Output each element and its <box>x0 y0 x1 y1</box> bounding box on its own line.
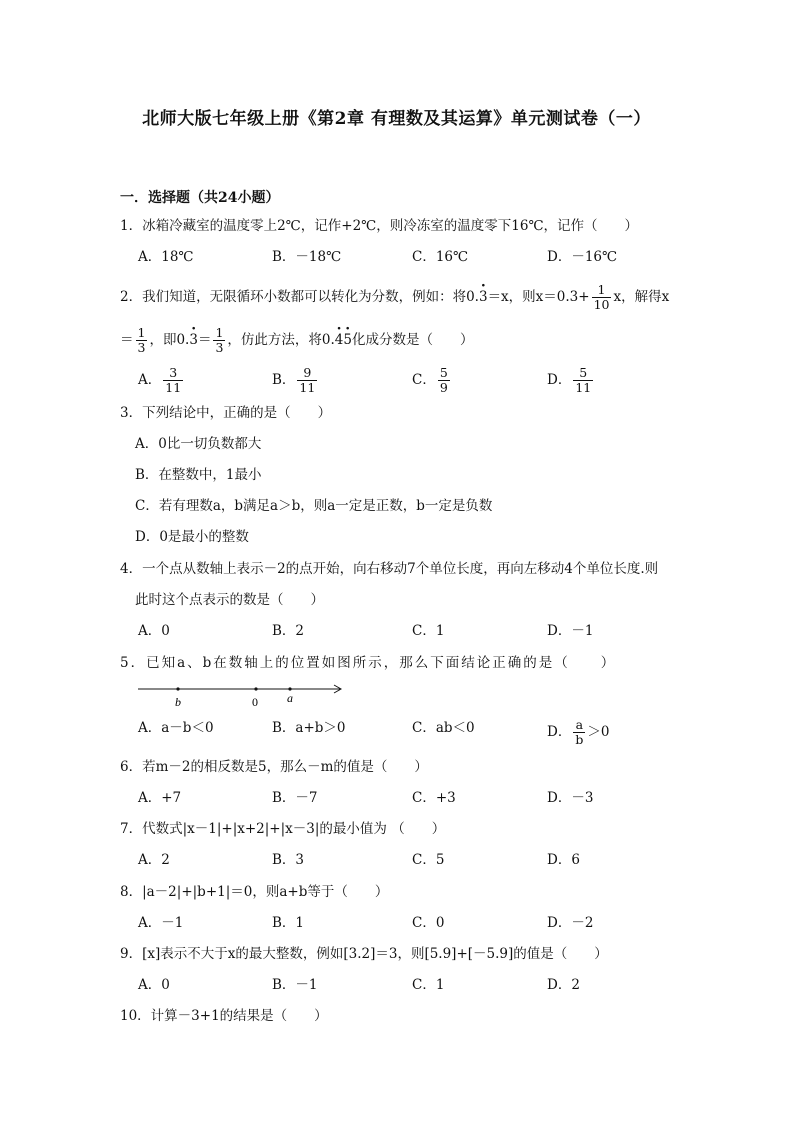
q8-option-b: B．1 <box>272 915 305 931</box>
question-5-stem: 5．已知a、b在数轴上的位置如图所示，那么下面结论正确的是（ ） <box>120 655 617 671</box>
q7-option-d: D．6 <box>547 852 580 868</box>
q5-option-d: D． $\frac{a}{b}$ ＞0 <box>547 717 610 747</box>
page-title: 北师大版七年级上册《第2章 有理数及其运算》单元测试卷（一） <box>142 109 651 129</box>
q6-option-b: B．－7 <box>272 790 318 806</box>
q2-text: 化成分数是（ ） <box>351 332 474 348</box>
q3-option-d: D．0是最小的整数 <box>135 529 249 545</box>
point-0-marker <box>254 687 257 690</box>
q5-option-a: A．a－b＜0 <box>138 720 214 736</box>
axis-label-0: 0 <box>252 695 258 709</box>
q1-option-c: C．16℃ <box>412 249 469 265</box>
axis-label-a: a <box>287 691 293 705</box>
q2-text: ，仿此方法，将0. <box>227 332 335 348</box>
q4-option-c: C．1 <box>412 623 445 639</box>
q6-option-c: C．+3 <box>412 790 456 806</box>
q2-text: ＝ <box>197 332 212 348</box>
q3-option-b: B．在整数中，1最小 <box>135 467 262 483</box>
q2-option-c: C． $\frac{5}{9}$ <box>412 365 448 395</box>
question-2-line-2 <box>120 326 473 355</box>
q2-text: ＝x，则x＝0.3+ <box>487 289 590 305</box>
q3-option-c: C．若有理数a，b满足a＞b，则a一定是正数，b一定是负数 <box>135 498 493 514</box>
q1-option-b: B．－18℃ <box>272 249 342 265</box>
q5-option-b: B．a+b＞0 <box>272 720 346 736</box>
q2-text: 2．我们知道，无限循环小数都可以转化为分数，例如：将0. <box>120 289 479 305</box>
fraction: $\frac{1}{3}$ <box>137 325 146 355</box>
repeating-digit: · 3 <box>479 287 488 307</box>
repeating-digit: · 3 <box>189 330 198 350</box>
q4-option-b: B．2 <box>272 623 305 639</box>
q7-option-c: C．5 <box>412 852 445 868</box>
q4-option-a: A．0 <box>138 623 170 639</box>
question-3-stem: 3．下列结论中，正确的是（ ） <box>120 405 332 421</box>
section-heading: 一．选择题（共24小题） <box>120 190 280 206</box>
q6-option-a: A．+7 <box>138 790 182 806</box>
q5-option-c: C．ab＜0 <box>412 720 475 736</box>
question-1-stem: 1．冰箱冷藏室的温度零上2℃，记作+2℃，则冷冻室的温度零下16℃，记作（ ） <box>120 218 639 234</box>
repeating-digit: · 4 <box>335 330 344 350</box>
question-7-stem: 7．代数式|x－1|+|x+2|+|x－3|的最小值为 （ ） <box>120 821 446 837</box>
q9-option-a: A．0 <box>138 977 170 993</box>
q4-option-d: D．－1 <box>547 623 594 639</box>
q8-option-a: A．－1 <box>138 915 184 931</box>
q1-option-a: A．18℃ <box>138 249 194 265</box>
q3-option-a: A．0比一切负数都大 <box>135 436 262 452</box>
question-9-stem: 9．[x]表示不大于x的最大整数，例如[3.2]＝3，则[5.9]+[－5.9]的值是（ ） <box>120 946 608 962</box>
q9-option-d: D．2 <box>547 977 580 993</box>
fraction: $\frac{1}{10}$ <box>593 282 610 312</box>
q1-option-d: D．－16℃ <box>547 249 618 265</box>
question-4-line-2: 此时这个点表示的数是（ ） <box>135 592 324 608</box>
question-2-line-1 <box>120 283 669 312</box>
q8-option-c: C．0 <box>412 915 445 931</box>
q2-option-a: A． $\frac{3}{11}$ <box>138 365 182 395</box>
question-4-line-1: 4．一个点从数轴上表示－2的点开始，向右移动7个单位长度，再向左移动4个单位长度.则 <box>120 561 659 577</box>
point-b-marker <box>176 687 179 690</box>
fraction: $\frac{1}{3}$ <box>215 325 224 355</box>
q8-option-d: D．－2 <box>547 915 594 931</box>
axis-label-b: b <box>175 695 181 709</box>
q7-option-b: B．3 <box>272 852 305 868</box>
question-8-stem: 8．|a－2|+|b+1|＝0，则a+b等于（ ） <box>120 884 389 900</box>
q6-option-d: D．－3 <box>547 790 594 806</box>
q7-option-a: A．2 <box>138 852 170 868</box>
q2-text: ，即0. <box>149 332 190 348</box>
repeating-digit: · 5 <box>343 330 352 350</box>
question-6-stem: 6．若m－2的相反数是5，那么－m的值是（ ） <box>120 759 428 775</box>
q9-option-b: B．－1 <box>272 977 318 993</box>
question-10-stem: 10．计算－3+1的结果是（ ） <box>120 1008 328 1024</box>
q2-option-d: D． $\frac{5}{11}$ <box>547 365 592 395</box>
q2-option-b: B． $\frac{9}{11}$ <box>272 365 316 395</box>
q2-text: x，解得x <box>613 289 670 305</box>
q9-option-c: C．1 <box>412 977 445 993</box>
number-line-figure <box>138 680 348 710</box>
q2-text: ＝ <box>120 332 134 348</box>
